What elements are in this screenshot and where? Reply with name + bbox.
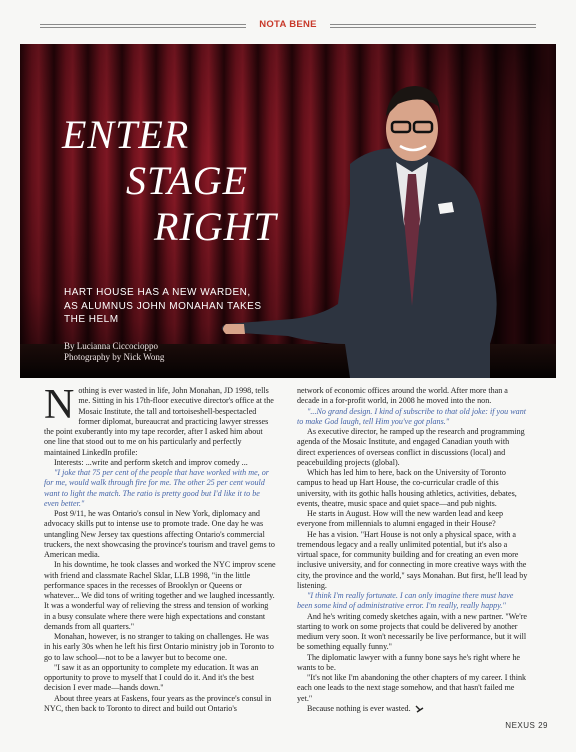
byline-photographer: Photography by Nick Wong: [64, 352, 165, 362]
page-number: 29: [538, 721, 548, 730]
paragraph-text: Post 9/11, he was Ontario's consul in New York, diplomacy and advocacy skills put to intense use to promote trade. One day he was untangling New Jersey tax questions affecting Ontario's commercial truckers, the next showcasing the province's tourism and travel gems to American media.: [44, 509, 275, 559]
paragraph: [297, 407, 529, 428]
paragraph: [297, 653, 529, 674]
article-column-right: [297, 386, 529, 714]
byline: [64, 341, 164, 363]
folio: [505, 721, 548, 730]
section-label: NOTA BENE: [259, 19, 317, 30]
hero-photo: [20, 44, 556, 378]
paragraph: [297, 612, 529, 653]
paragraph-text: "I think I'm really fortunate. I can only imagine there must have been some kind of administrative error. I'm really, really happy.": [297, 591, 514, 611]
title-line-2: STAGE: [126, 158, 249, 203]
paragraph: [297, 509, 529, 530]
paragraph: [44, 458, 276, 468]
paragraph-text: "It's not like I'm abandoning the other chapters of my career. I think each one leads to the next stage somehow, and that hasn't failed me yet.": [297, 673, 527, 703]
paragraph-text: Interests: ...write and perform sketch and improv comedy ...: [54, 457, 248, 467]
end-mark-icon: [415, 705, 424, 713]
paragraph-text: Which has led him to here, back on the University of Toronto campus to head up Hart House, the co-curricular cradle of this university, with its gothic halls housing athletics, activities, debates, events, theatre, music space and quiet space—and pub nights.: [297, 468, 517, 508]
article-column-left: [44, 382, 276, 714]
byline-author: By Lucianna Ciccocioppo: [64, 341, 158, 351]
paragraph-text: network of economic offices around the world. After more than a decade in a for-profit world, in 2008 he moved into the non.: [297, 386, 508, 406]
magazine-name: NEXUS: [505, 721, 536, 730]
paragraph-text: As executive director, he ramped up the research and programming agenda of the Mosaic Institute, and engaged Canadian youth with direct experiences of overseas conflict in discussions (local) and peacebuilding projects (global).: [297, 427, 525, 467]
paragraph-text: Monahan, however, is no stranger to taking on challenges. He was in his early 30s when he left his first Ontario ministry job in Toronto to go to law school—not to be a lawyer but to become one.: [44, 632, 274, 662]
paragraph: [297, 468, 529, 509]
paragraph-text: About three years at Faskens, four years as the province's consul in NYC, then back to Toronto to direct and build out Ontario's: [44, 693, 272, 713]
paragraph: [297, 427, 529, 468]
paragraph: [44, 632, 276, 663]
article-title: [62, 112, 277, 250]
paragraph-text: "I joke that 75 per cent of the people that have worked with me, or for me, would walk through fire for me. The other 25 per cent would want to light the match. The ratio is pretty good but I'd like it to be even better.": [44, 468, 269, 508]
paragraph-text: And he's writing comedy sketches again, with a new partner. "We're starting to work on some projects that could be delivered by another medium very soon. It won't necessarily be live performance, but it will be something equally funny.": [297, 611, 527, 652]
paragraph-text: othing is ever wasted in life, John Monahan, JD 1998, tells me. Sitting in his 17th-floor executive director's office at the Mosaic Institute, the tall and tortoiseshell-bespectacled former diplomat, bureaucrat and practicing lawyer stresses the point exuberantly into my tape recorder, after I asked him about one line that stood out to me on his particularly and perfectly maintained LinkedIn profile:: [44, 386, 274, 457]
header-rule-left: [40, 24, 246, 28]
article-deck: HART HOUSE HAS A NEW WARDEN, AS ALUMNUS JOHN MONAHAN TAKES THE HELM: [64, 287, 262, 325]
paragraph: [44, 694, 276, 715]
paragraph-text: The diplomatic lawyer with a funny bone says he's right where he wants to be.: [297, 652, 520, 672]
header-rule-right: [330, 24, 536, 28]
drop-cap: N: [44, 382, 75, 428]
paragraph: [44, 382, 276, 458]
paragraph-text: "...No grand design. I kind of subscribe to that old joke: if you want to make God laugh, tell Him you've got plans.": [297, 406, 526, 426]
paragraph: [297, 530, 529, 592]
paragraph: [44, 509, 276, 560]
paragraph: [297, 673, 529, 704]
paragraph-text: In his downtime, he took classes and worked the NYC improv scene with friend and classmate Rachel Sklar, LLB 1998, "in the little performance spaces in the recesses of Brooklyn or Queens or whatever... We did tons of writing together and we laughed incessantly. It was a wonderful way of relieving the stress and tension of working in a busy consulate where there were high expectations and constant demands from all quarters.": [44, 560, 276, 631]
paragraph-text: He has a vision. "Hart House is not only a physical space, with a tremendous legacy and a really unlimited potential, but it's also a virtual space, for community building and for creating an even more inclusive university, and for connecting in more creative ways with the city, the province and the world," says Monahan. But first, he'll lead by listening.: [297, 529, 528, 590]
title-line-1: ENTER: [62, 112, 190, 157]
paragraph-text: Because nothing is ever wasted.: [307, 703, 411, 713]
paragraph: [44, 663, 276, 694]
paragraph-text: He starts in August. How will the new warden lead and keep everyone from millennials to alumni engaged in their House?: [297, 509, 504, 529]
paragraph: [297, 591, 529, 612]
paragraph: [297, 704, 529, 714]
paragraph: [297, 386, 529, 407]
paragraph: [44, 468, 276, 509]
paragraph: [44, 560, 276, 632]
title-line-3: RIGHT: [154, 204, 277, 249]
paragraph-text: "I saw it as an opportunity to complete my education. It was an opportunity to prove to myself that I could do it. And it's the best decision I ever made—hands down.": [44, 662, 259, 693]
